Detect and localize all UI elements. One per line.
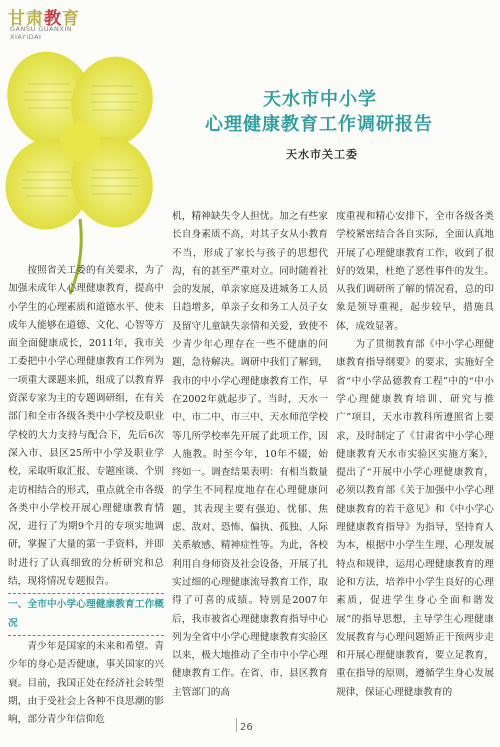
paragraph: 机，精神缺失令人担忧。加之有些家长自身素质不高，对其子女从小教育不当，形成了家长与孩子的思想代沟，有的甚至严重对立。同时随着社会的发展，单亲家庭及进城务工人员日趋增多，单亲子女和务工人员子女及留守儿童缺失亲情和关爱，致使不少青少年心理存在一些不健康的问题，急待解决。调研中我们了解到，我市的中小学心理健康教育工作，早在2002年就起步了。当时，天水一中、市二中、市三中、天水师范学校等几所学校率先开展了此项工作，因人施教。时至今年，10年不辍，始终如一。调查结果表明：有相当数量的学生不同程度地存在心理健康问题，其表现主要有强迫、忧郁、焦虑、敌对、恐怖、偏执、孤独、人际关系敏感、精神症性等。为此，各校利用自身师资及社会设备，开展了扎实过细的心理健康流导教育工作，取得了可喜的成绩。特别是2007年后，我市被省心理健康教育指导中心列为全省中小学心理健康教育实验区以来，极大地推动了全市中小学心理健康教育工作。在省、市、县区教育主管部门的高 [172, 211, 328, 698]
body-column-2 [172, 208, 328, 702]
article-author: 天水市关工委 [286, 148, 358, 161]
paragraph: 青少年是国家的未来和希望。青少年的身心是否健康，事关国家的兴衰。目前，我国正处在经济社会转型期，由于受社会上各种不良思潮的影响，部分青少年信仰危 [8, 640, 164, 726]
article-title-line1: 天水市中小学 [263, 89, 377, 110]
paragraph: 为了贯彻教育部《中小学心理健康教育指导纲要》的要求，实施好全省“中小学品德教育工程”中的“中小学心理健康教育培训、研究与推广”项目，天水市教科所遵照省上要求，及时制定了《甘肃省中小学心理健康教育天水市实验区实施方案》，提出了“开展中小学心理健康教育，必须以教育部《关于加强中小学心理健康教育的若干意见》和《中小学心理健康教育指导》为指导，坚持育人为本，根据中小学生生理、心理发展特点和规律，运用心理健康教育的理论和方法，培养中小学生良好的心理素质，促进学生身心全面和谐发展”的指导思想，主导学生心理健康发展教育与心理问题矫正干预两步走和开展心理健康教育，要立足教育，重在指导的原则，遵循学生身心发展规律，保证心理健康教育的 [336, 339, 494, 698]
section-divider [8, 593, 164, 594]
magazine-subtitle-2: XIAYIDAI [10, 33, 42, 41]
magazine-subtitle-1: GANSU GUANXIN [10, 25, 73, 33]
paragraph: 按照省关工委的有关要求，为了加强未成年人心理健康教育，提高中小学生的心理素质和道德水平、使未成年人能够在道德、文化、心智等方面全面健康成长，2011年，我市关工委把中小学心理健康教育工作列为一项重大课题来抓，组成了以教育界资深专家为主的专题调研组，在有关部门和全市各级各类中小学校及职业学校的大力支持与配合下，先后6次深入市、县区25所中小学及职业学校，采取听取汇报、专题座谈、个别走访相结合的形式，重点就全市各级各类中小学校开展心理健康教育情况，进行了为期9个月的专项实地调研，掌握了大量的第一手资料，并即时进行了认真细致的分析研究和总结，现将情况专题报告。 [8, 265, 164, 588]
clover-illustration [0, 44, 160, 299]
magazine-logo: 甘肃教育 [8, 9, 80, 29]
body-column-3 [336, 208, 494, 702]
paragraph: 度重视和精心安排下，全市各级各类学校紧密结合各自实际，全面认真地开展了心理健康教育工作，收到了很好的效果，杜绝了恶性事件的发生。从我们调研所了解的情况看，总的印象是领导重视，起步较早，措施具体，成效显著。 [336, 211, 494, 332]
section-heading: 一、全市中小学心理健康教育工作概况 [8, 599, 164, 629]
page-number: 26 [240, 722, 253, 733]
article-title-line2: 心理健康教育工作调研报告 [205, 114, 433, 135]
body-column-1 [8, 262, 164, 729]
section-divider [8, 635, 164, 636]
page-number-divider [236, 718, 237, 732]
